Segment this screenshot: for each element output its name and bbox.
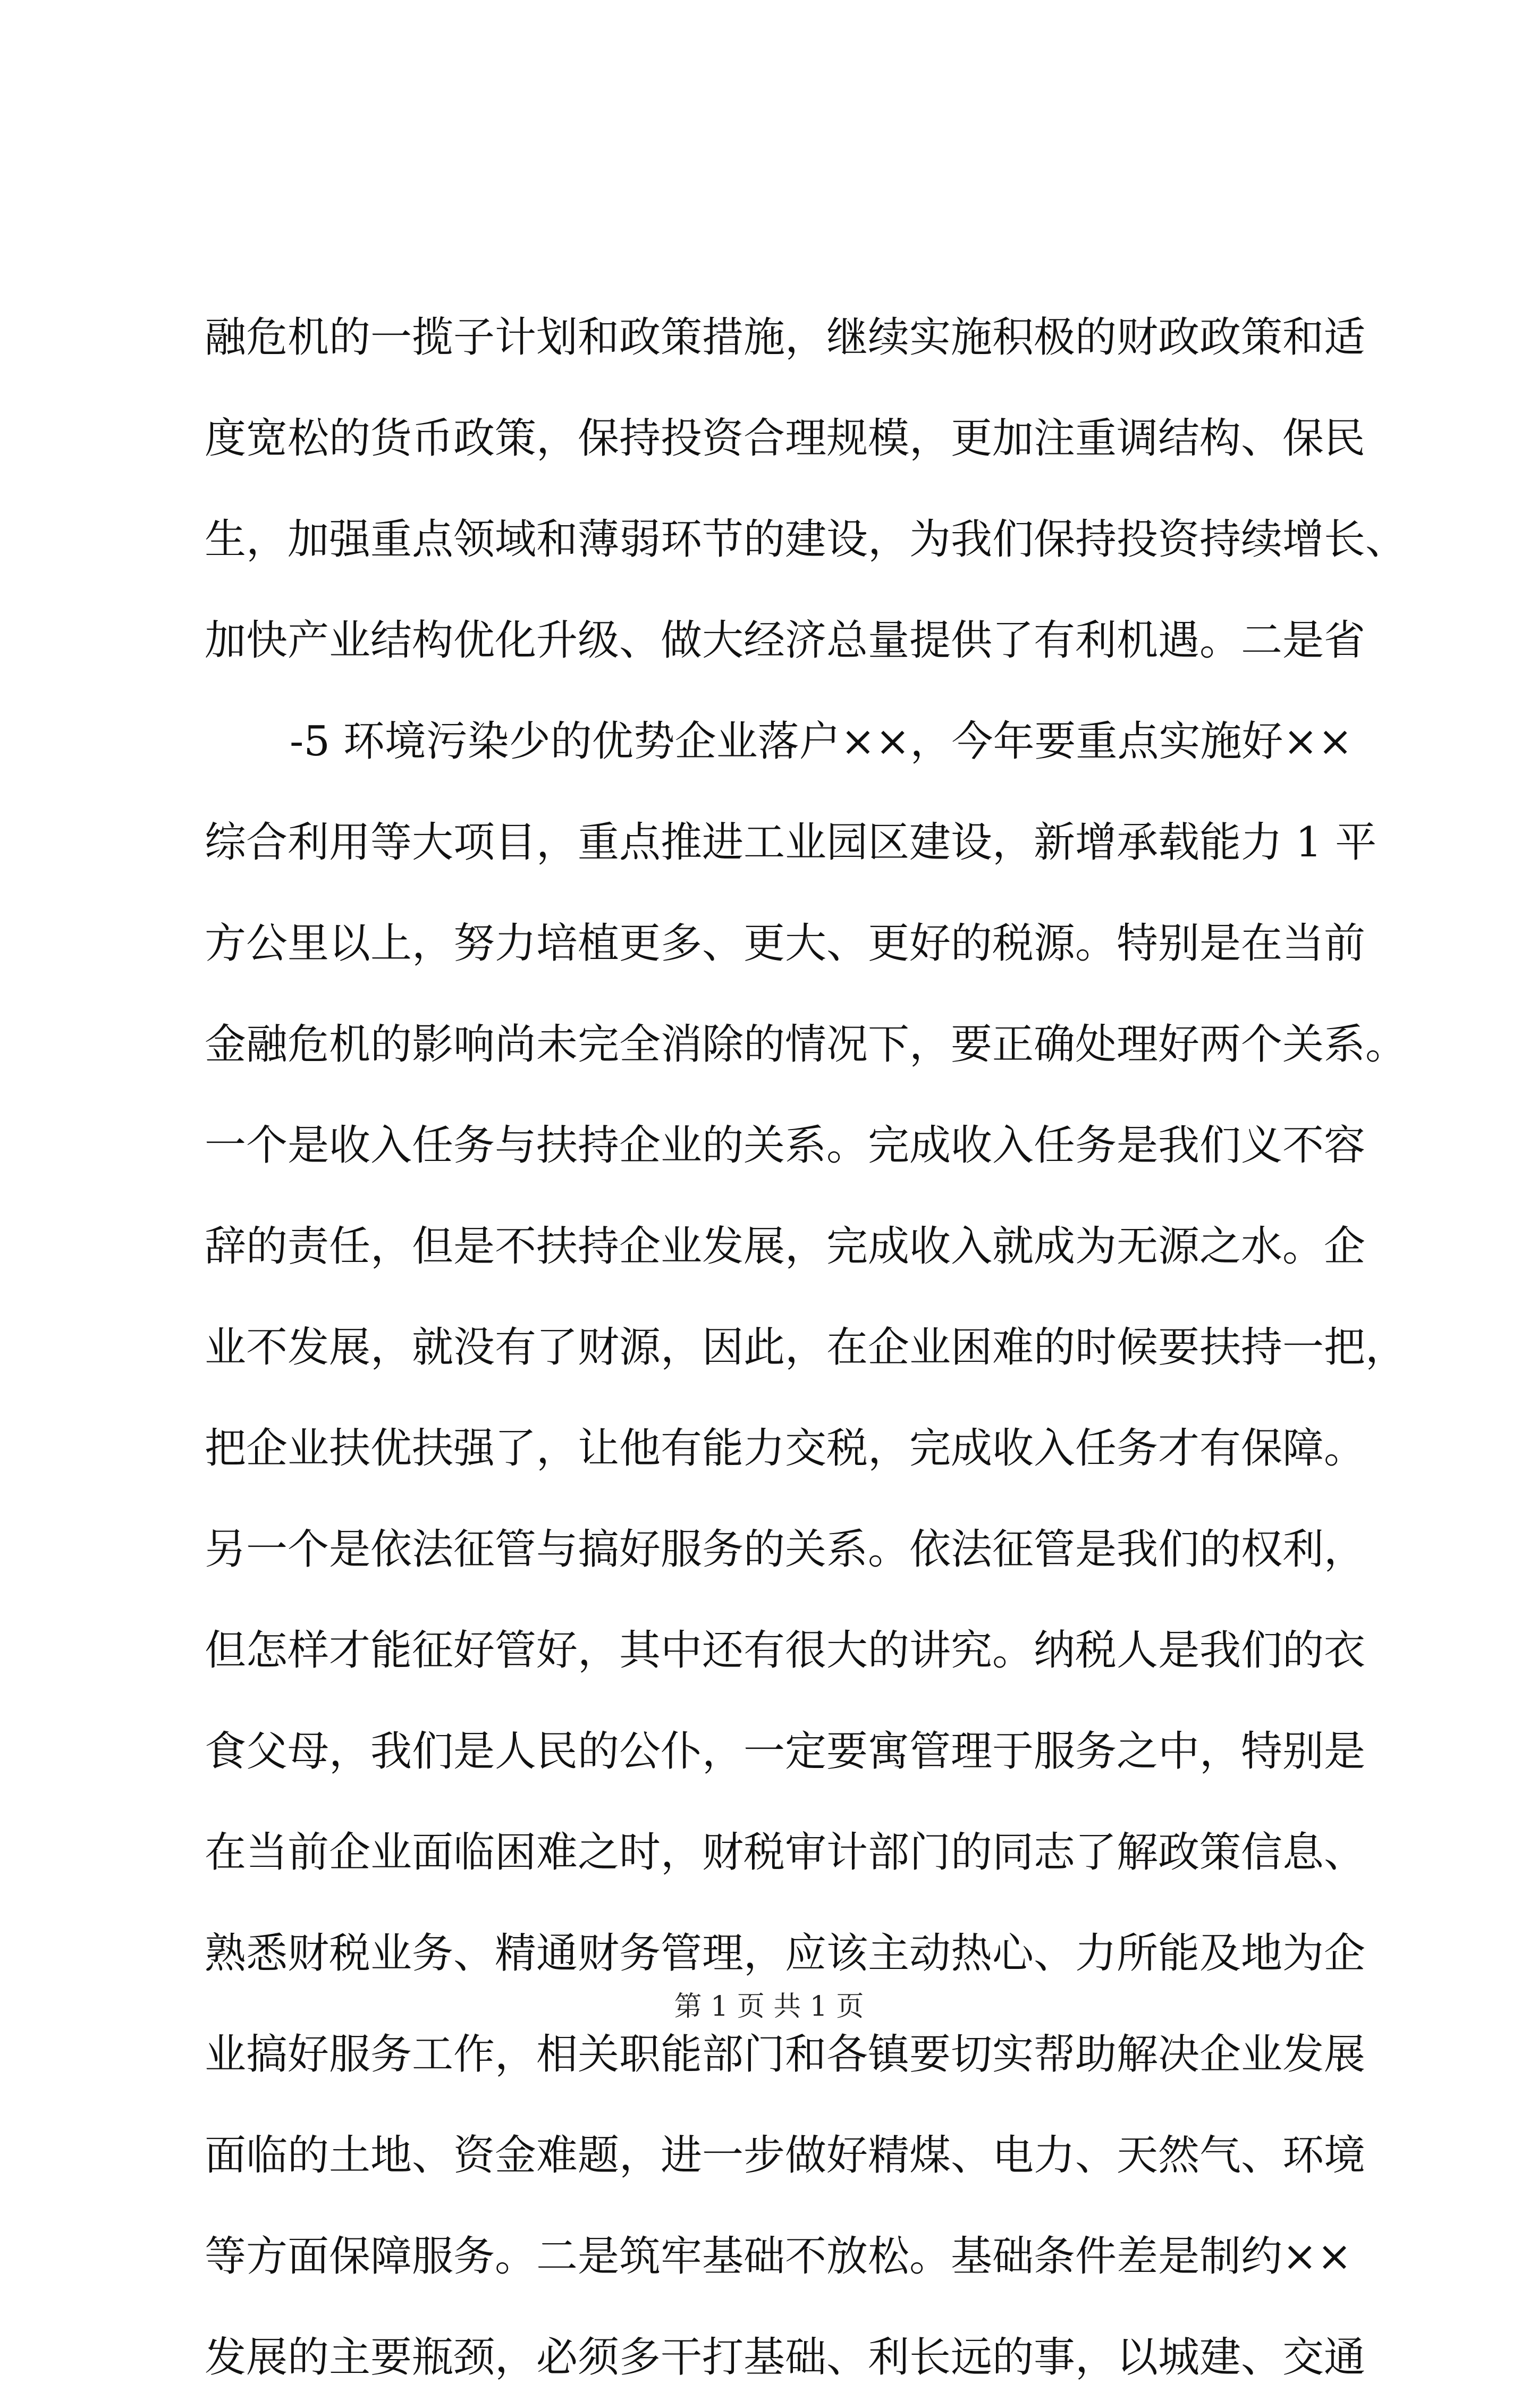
text-line: 加快产业结构优化升级、做大经济总量提供了有利机遇。二是省	[205, 617, 1366, 664]
text-line: 把企业扶优扶强了，让他有能力交税，完成收入任务才有保障。	[205, 1425, 1366, 1472]
text-line: 业不发展，就没有了财源，因此，在企业困难的时候要扶持一把，	[205, 1324, 1407, 1371]
text-line: 食父母，我们是人民的公仆，一定要寓管理于服务之中，特别是	[205, 1728, 1366, 1775]
document-body	[205, 287, 1407, 2408]
text-line: 等方面保障服务。二是筑牢基础不放松。基础条件差是制约××	[205, 2233, 1352, 2280]
text-line: 生，加强重点领域和薄弱环节的建设，为我们保持投资持续增长、	[205, 516, 1407, 563]
text-line: 业搞好服务工作，相关职能部门和各镇要切实帮助解决企业发展	[205, 2031, 1366, 2078]
text-line: 另一个是依法征管与搞好服务的关系。依法征管是我们的权利，	[205, 1526, 1366, 1573]
text-line: 度宽松的货币政策，保持投资合理规模，更加注重调结构、保民	[205, 415, 1366, 462]
text-line: 在当前企业面临困难之时，财税审计部门的同志了解政策信息、	[205, 1829, 1366, 1876]
paragraph-2	[205, 691, 1407, 2408]
text-line: 金融危机的影响尚未完全消除的情况下，要正确处理好两个关系。	[205, 1021, 1407, 1068]
text-line: 综合利用等大项目，重点推进工业园区建设，新增承载能力 1 平	[205, 819, 1377, 866]
page-number-footer: 第 1 页 共 1 页	[674, 1991, 864, 2023]
text-line: 面临的土地、资金难题，进一步做好精煤、电力、天然气、环境	[205, 2132, 1366, 2179]
text-line: 辞的责任，但是不扶持企业发展，完成收入就成为无源之水。企	[205, 1223, 1366, 1270]
text-line: 方公里以上，努力培植更多、更大、更好的税源。特别是在当前	[205, 920, 1366, 967]
text-line: 一个是收入任务与扶持企业的关系。完成收入任务是我们义不容	[205, 1122, 1366, 1169]
text-line: 融危机的一揽子计划和政策措施，继续实施积极的财政政策和适	[205, 314, 1366, 361]
text-line: 熟悉财税业务、精通财务管理，应该主动热心、力所能及地为企	[205, 1930, 1366, 1977]
text-line: 但怎样才能征好管好，其中还有很大的讲究。纳税人是我们的衣	[205, 1627, 1366, 1674]
text-line: -5 环境污染少的优势企业落户××，今年要重点实施好××	[290, 718, 1353, 765]
text-line: 发展的主要瓶颈，必须多干打基础、利长远的事，以城建、交通	[205, 2334, 1366, 2381]
paragraph-1	[205, 287, 1407, 691]
